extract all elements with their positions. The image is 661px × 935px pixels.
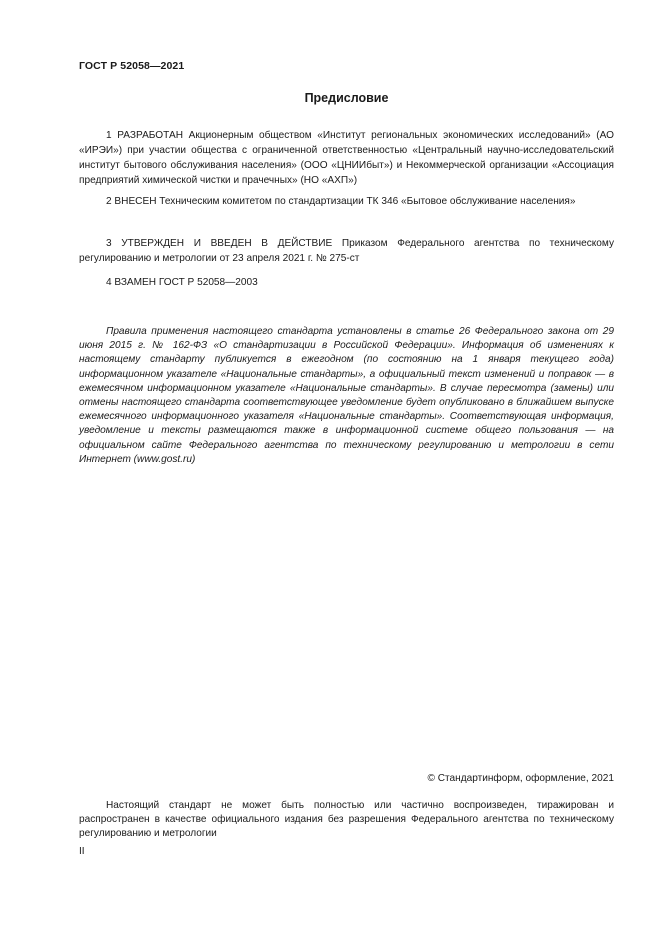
application-rules-note: Правила применения настоящего стандарта установлены в статье 26 Федерального закона от 29 июня 2015 г. № 162-ФЗ «О стандартизации в Российской Федерации». Информация об изменениях к настоящему стандарту публикуется в ежегодном (по состоянию на 1 января текущего года) информационном указателе «Национальные стандарты», а официальный текст изменений и поправок — в ежемесячном информационном указателе «Национальные стандарты». В случае пересмотра (замены) или отмены настоящего стандарта соответствующее уведомление будет опубликовано в ближайшем выпуске ежемесячного информационного указателя «Национальные стандарты». Соответствующая информация, уведомление и тексты размещаются также в информационной системе общего пользования — на официальном сайте Федерального агентства по техническому регулированию и метрологии в сети Интернет (www.gost.ru): [79, 326, 614, 465]
foreword-item-2: 2 ВНЕСЕН Техническим комитетом по стандартизации ТК 346 «Бытовое обслуживание населения»: [106, 196, 576, 207]
reproduction-notice: Настоящий стандарт не может быть полностью или частично воспроизведен, тиражирован и распространен в качестве официального издания без разрешения Федерального агентства по техническому регулированию и метрологии: [79, 800, 614, 840]
foreword-item-3: 3 УТВЕРЖДЕН И ВВЕДЕН В ДЕЙСТВИЕ Приказом Федерального агентства по техническому регулированию и метрологии от 23 апреля 2021 г. № 275-ст: [79, 238, 614, 264]
page-title: Предисловие: [304, 91, 389, 105]
foreword-item-4: 4 ВЗАМЕН ГОСТ Р 52058—2003: [106, 277, 258, 288]
document-code: ГОСТ Р 52058—2021: [79, 60, 185, 72]
foreword-item-1: 1 РАЗРАБОТАН Акционерным обществом «Институт региональных экономических исследований» (АО «ИРЭИ») при участии общества с ограниченной ответственностью «Центральный научно-исследовательский институт бытового обслуживания населения» (ООО «ЦНИИбыт») и Некоммерческой организации «Ассоциация предприятий химической чистки и прачечных» (НО «АХП»): [79, 130, 614, 186]
copyright-notice: © Стандартинформ, оформление, 2021: [427, 773, 614, 784]
page-number: II: [79, 846, 85, 857]
